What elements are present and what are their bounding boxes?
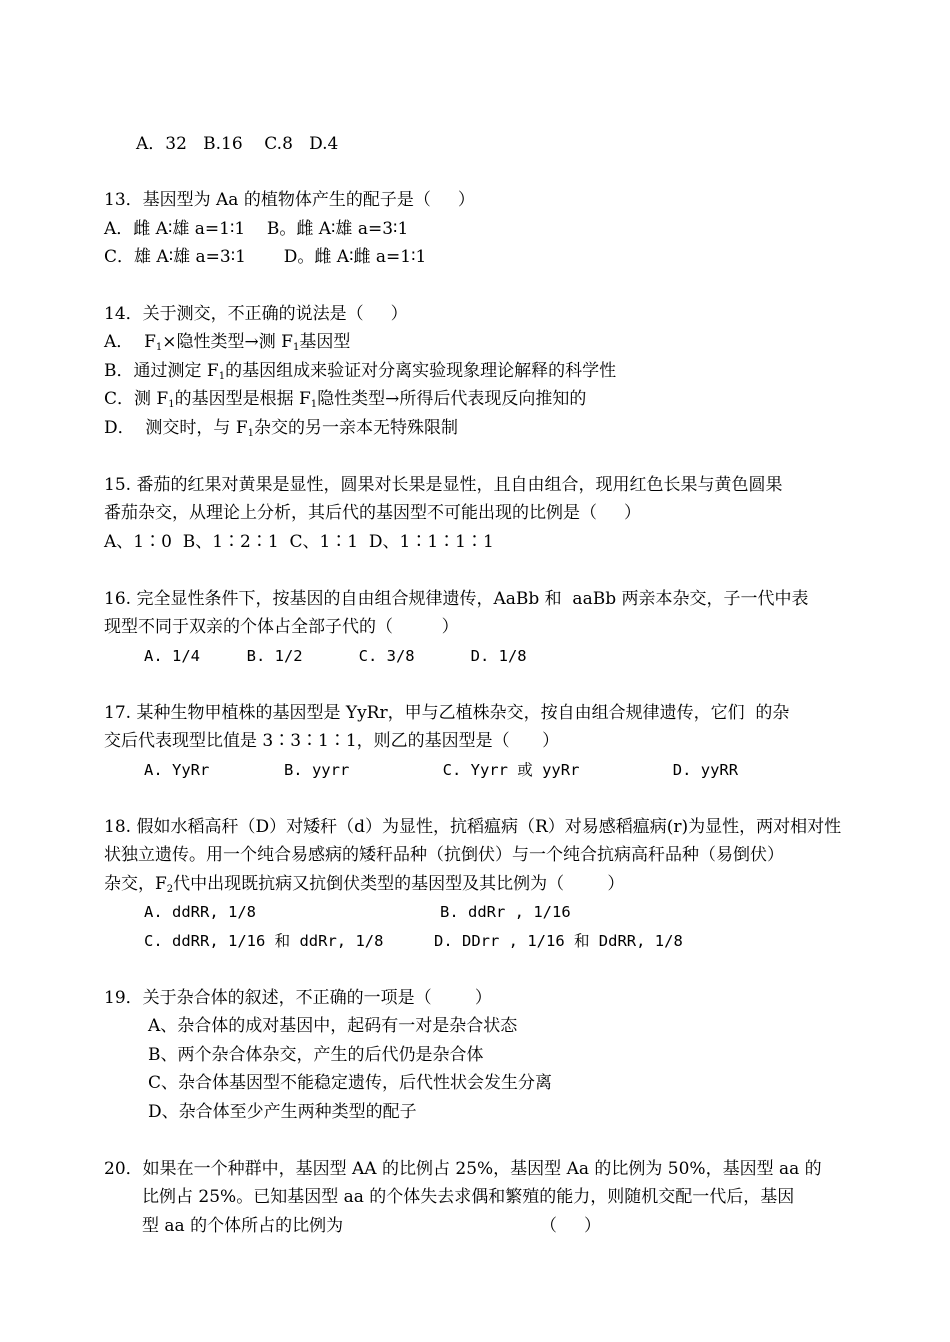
q14-option-b: B．通过测定 $F_1$的基因组成来验证对分离实验现象理论解释的科学性 [104, 361, 617, 382]
q19-stem: 19．关于杂合体的叙述，不正确的一项是（ ） [104, 988, 492, 1008]
q14-option-a: A． $F_1\times$隐性类型→测 $F_1$基因型 [104, 332, 351, 353]
q18-option-d: D. DDrr , 1/16 和 DdRR, 1/8 [434, 932, 683, 950]
q20-stem-line1: 20．如果在一个种群中，基因型 AA 的比例占 25%，基因型 Aa 的比例为 50%，基因型 aa 的 [104, 1159, 822, 1179]
q14-option-c: C．测 $F_1$的基因型是根据 $F_1$隐性类型→所得后代表现反向推知的 [104, 389, 587, 410]
q18-option-a: A. ddRR, 1/8 [144, 903, 256, 921]
q15-stem-line1: 15. 番茄的红果对黄果是显性，圆果对长果是显性，且自由组合，现用红色长果与黄色圆果 [104, 475, 783, 495]
q19-option-a: A、杂合体的成对基因中，起码有一对是杂合状态 [148, 1016, 518, 1036]
q17-stem-line2: 交后代表现型比值是 3∶3∶1∶1，则乙的基因型是（ ） [104, 731, 560, 751]
q13-stem: 13．基因型为 Aa 的植物体产生的配子是（ ） [104, 190, 475, 210]
q13-options-line1: A．雌 A∶雄 a=1∶1 B。雌 A∶雄 a=3∶1 [104, 219, 409, 239]
q19-option-c: C、杂合体基因型不能稳定遗传，后代性状会发生分离 [148, 1073, 553, 1093]
q15-options: A、1∶0 B、1∶2∶1 C、1∶1 D、1∶1∶1∶1 [104, 532, 494, 552]
q16-stem-line2: 现型不同于双亲的个体占全部子代的（ ） [104, 617, 459, 637]
q17-options: A. YyRr B. yyrr C. Yyrr 或 yyRr D. yyRR [144, 761, 739, 779]
q14-option-d: D． 测交时，与 $F_1$杂交的另一亲本无特殊限制 [104, 418, 459, 439]
q19-option-d: D、杂合体至少产生两种类型的配子 [148, 1102, 417, 1122]
q20-stem-line3: 型 aa 的个体所占的比例为 [142, 1216, 344, 1236]
q20-answer-paren: （ ） [540, 1216, 602, 1236]
q12-options: A．32 B.16 C.8 D.4 [136, 134, 339, 154]
q14-stem: 14．关于测交，不正确的说法是（ ） [104, 304, 408, 324]
q17-stem-line1: 17. 某种生物甲植株的基因型是 YyRr，甲与乙植株杂交，按自由组合规律遗传，它们 的杂 [104, 703, 790, 723]
q16-stem-line1: 16. 完全显性条件下，按基因的自由组合规律遗传，AaBb 和 aaBb 两亲本杂交，子一代中表 [104, 589, 809, 609]
q18-option-c: C. ddRR, 1/16 和 ddRr, 1/8 [144, 932, 384, 950]
q13-options-line2: C．雄 A∶雄 a=3∶1 D。雌 A∶雌 a=1∶1 [104, 247, 427, 267]
q20-stem-line2: 比例占 25%。已知基因型 aa 的个体失去求偶和繁殖的能力，则随机交配一代后，基因 [142, 1187, 795, 1207]
q19-option-b: B、两个杂合体杂交，产生的后代仍是杂合体 [148, 1045, 484, 1065]
q18-stem-line3: 杂交，$F_2$代中出现既抗病又抗倒伏类型的基因型及其比例为（ ） [104, 874, 625, 895]
q18-stem-line2: 状独立遗传。用一个纯合易感病的矮秆品种（抗倒伏）与一个纯合抗病高秆品种（易倒伏） [104, 845, 784, 865]
q16-options: A. 1/4 B. 1/2 C. 3/8 D. 1/8 [144, 647, 527, 665]
q18-option-b: B. ddRr , 1/16 [440, 903, 571, 921]
q15-stem-line2: 番茄杂交，从理论上分析，其后代的基因型不可能出现的比例是（ ） [104, 503, 642, 523]
q18-stem-line1: 18. 假如水稻高秆（D）对矮秆（d）为显性，抗稻瘟病（R）对易感稻瘟病(r)为显性，两对相对性 [104, 817, 842, 837]
